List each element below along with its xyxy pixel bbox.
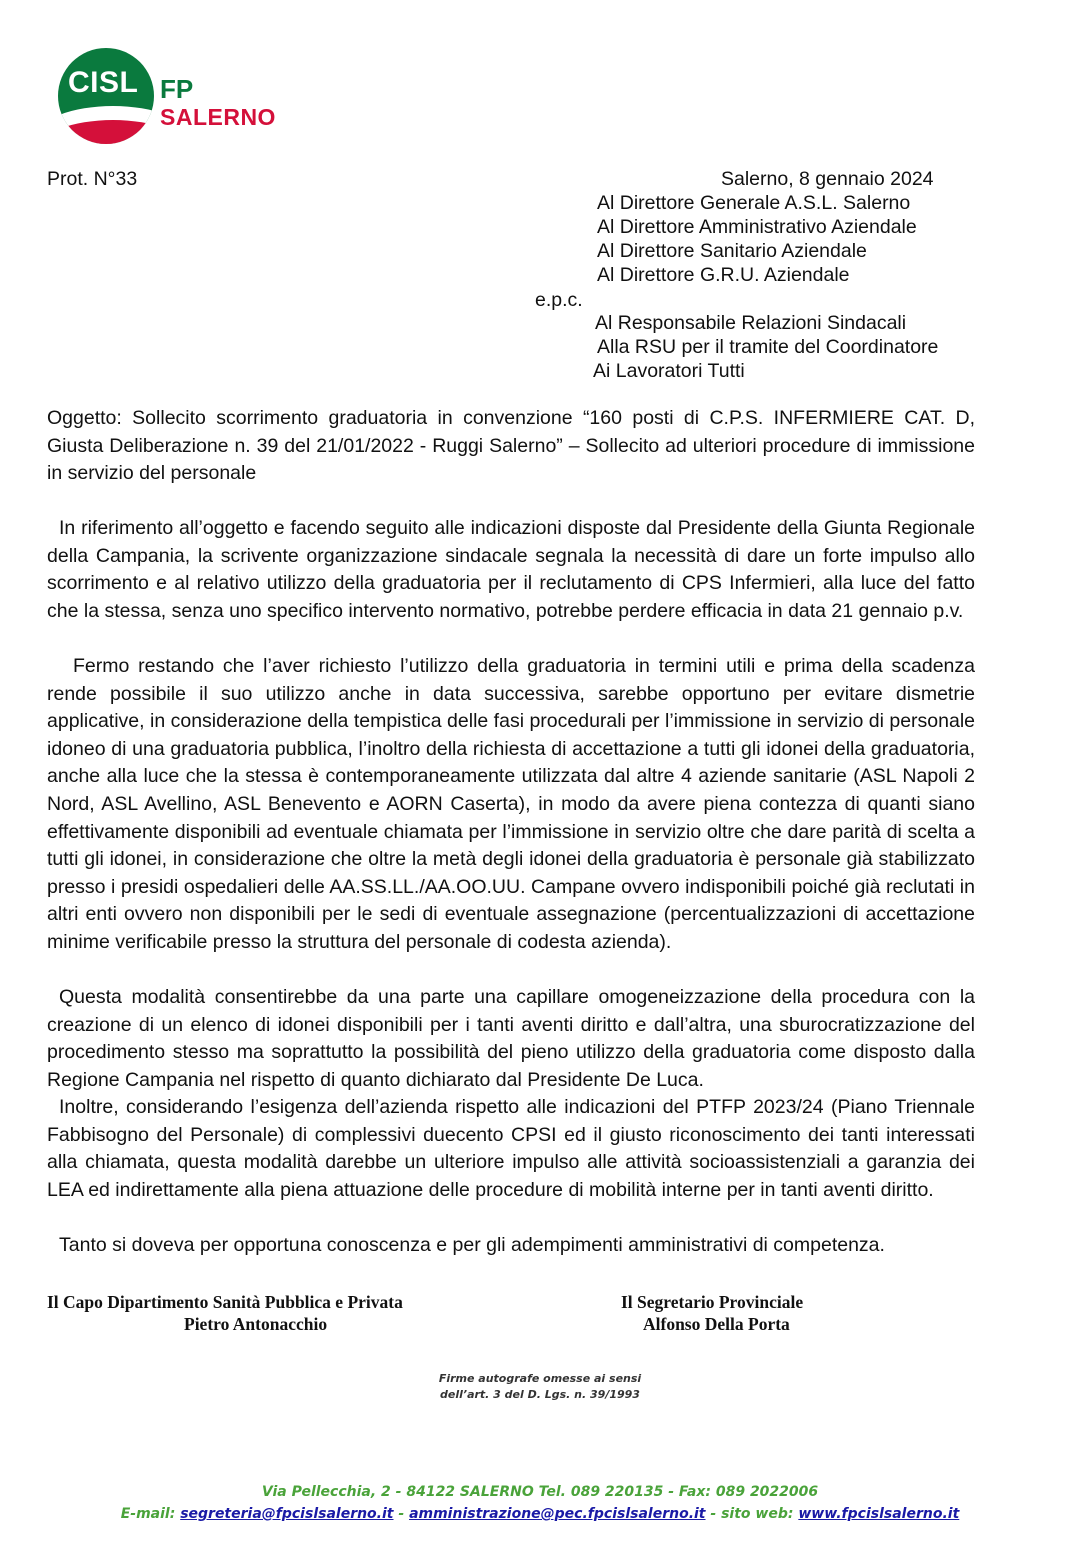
signatory-role: Il Capo Dipartimento Sanità Pubblica e Privata: [47, 1292, 403, 1312]
logo-wave-red: [58, 120, 154, 144]
cisl-fp-logo: [58, 48, 298, 148]
cc-recipient: Alla RSU per il tramite del Coordinatore: [597, 336, 939, 358]
signature-note: Firme autografe omesse ai sensi: [438, 1372, 642, 1385]
logo-city-text: SALERNO: [160, 104, 276, 130]
web-label: - sito web:: [705, 1506, 799, 1522]
recipient: Al Direttore Generale A.S.L. Salerno: [597, 192, 911, 214]
email-label: E-mail:: [120, 1506, 181, 1522]
footer-contacts: [0, 1503, 1080, 1525]
email-link-segreteria[interactable]: segreteria@fpcislsalerno.it: [180, 1506, 394, 1522]
logo-emblem: [58, 48, 154, 144]
body-paragraph: In riferimento all’oggetto e facendo seguito alle indicazioni disposte dal Presidente della Giunta Regionale della Campania, la scrivente organizzazione sindacale segnala la necessità di dare un forte impulso allo scorrimento e al relativo utilizzo della graduatoria per il reclutamento di CPS Infermieri, alla luce del fatto che la stessa, senza uno specifico intervento normativo, potrebbe perdere efficacia in data 21 gennaio p.v.: [47, 517, 975, 622]
subject-line: Oggetto: Sollecito scorrimento graduatoria in convenzione “160 posti di C.P.S. INFERMIERE CAT. D, Giusta Deliberazione n. 39 del 21/01/2022 - Ruggi Salerno” – Sollecito ad ulteriori procedure di immissione in servizio del personale: [47, 407, 975, 485]
letter-date: Salerno, 8 gennaio 2024: [721, 168, 934, 190]
logo-fp-text: FP: [160, 74, 194, 104]
signatory-role: Il Segretario Provinciale: [621, 1292, 804, 1312]
recipient: Al Direttore Sanitario Aziendale: [597, 240, 867, 262]
cc-recipient: Ai Lavoratori Tutti: [593, 360, 745, 382]
separator: -: [393, 1506, 410, 1522]
body-paragraph: Questa modalità consentirebbe da una parte una capillare omogeneizzazione della procedura con la creazione di un elenco di idonei disponibili per i tanti aventi diritto e dall’altra, una sburocratizzazione del procedimento stesso ma soprattutto la possibilità del pieno utilizzo della graduatoria come disposto dalla Regione Campania nel rispetto di quanto dichiarato dal Presidente De Luca.: [47, 986, 975, 1091]
cc-recipient: Al Responsabile Relazioni Sindacali: [595, 312, 907, 334]
email-link-pec[interactable]: amministrazione@pec.fpcislsalerno.it: [409, 1506, 706, 1522]
recipient: Al Direttore G.R.U. Aziendale: [597, 264, 850, 286]
signatory-name: Alfonso Della Porta: [643, 1314, 790, 1334]
recipient: Al Direttore Amministrativo Aziendale: [597, 216, 917, 238]
website-link[interactable]: www.fpcislsalerno.it: [798, 1506, 960, 1522]
body-paragraph: Fermo restando che l’aver richiesto l’utilizzo della graduatoria in termini utili e prima della scadenza rende possibile il suo utilizzo anche in data successiva, sarebbe opportuno per evitare dismetrie applicative, in considerazione della tempistica delle fasi procedurali per l’immissione in servizio di personale idoneo di una graduatoria pubblica, l’inoltro della richiesta di accettazione a tutti gli idonei della graduatoria, anche alla luce che la stessa è contemporaneamente utilizzata dal altre 4 aziende sanitarie (ASL Napoli 2 Nord, ASL Avellino, ASL Benevento e AORN Caserta), in modo da avere piena contezza di quanti siano effettivamente disponibili ad eventuale chiamata per l’immissione in servizio oltre che dare parità di scelta a tutti gli idonei, in considerazione che oltre la metà degli idonei della graduatoria è personale già stabilizzato presso i presidi ospedalieri delle AA.SS.LL./AA.OO.UU. Campane ovvero indisponibili poiché già reclutati in altri enti ovvero non disponibili per le sedi di eventuale assegnazione (percentualizzazioni di accettazione minime verificabile presso la struttura del personale di codesta azienda).: [47, 655, 975, 953]
epc-label: e.p.c.: [535, 289, 583, 311]
body-paragraph: Tanto si doveva per opportuna conoscenza e per gli adempimenti amministrativi di competenza.: [59, 1234, 885, 1256]
signature-note: dell’art. 3 del D. Lgs. n. 39/1993: [440, 1388, 640, 1401]
signatory-name: Pietro Antonacchio: [184, 1314, 328, 1334]
footer-address: Via Pellecchia, 2 - 84122 SALERNO Tel. 089 220135 - Fax: 089 2022006: [261, 1484, 819, 1500]
body-paragraph: Inoltre, considerando l’esigenza dell’azienda rispetto alle indicazioni del PTFP 2023/24 (Piano Triennale Fabbisogno del Personale) di complessivi duecento CPSI ed il giusto riconoscimento dei tanti interessati alla chiamata, questa modalità darebbe un ulteriore impulso alle attività socioassistenziali a garanzia dei LEA ed indirettamente alla piena attuazione delle procedure di mobilità interne per in tanti aventi diritto.: [47, 1096, 975, 1201]
logo-cisl-text: CISL: [68, 66, 139, 99]
protocol-number: Prot. N°33: [47, 168, 138, 190]
